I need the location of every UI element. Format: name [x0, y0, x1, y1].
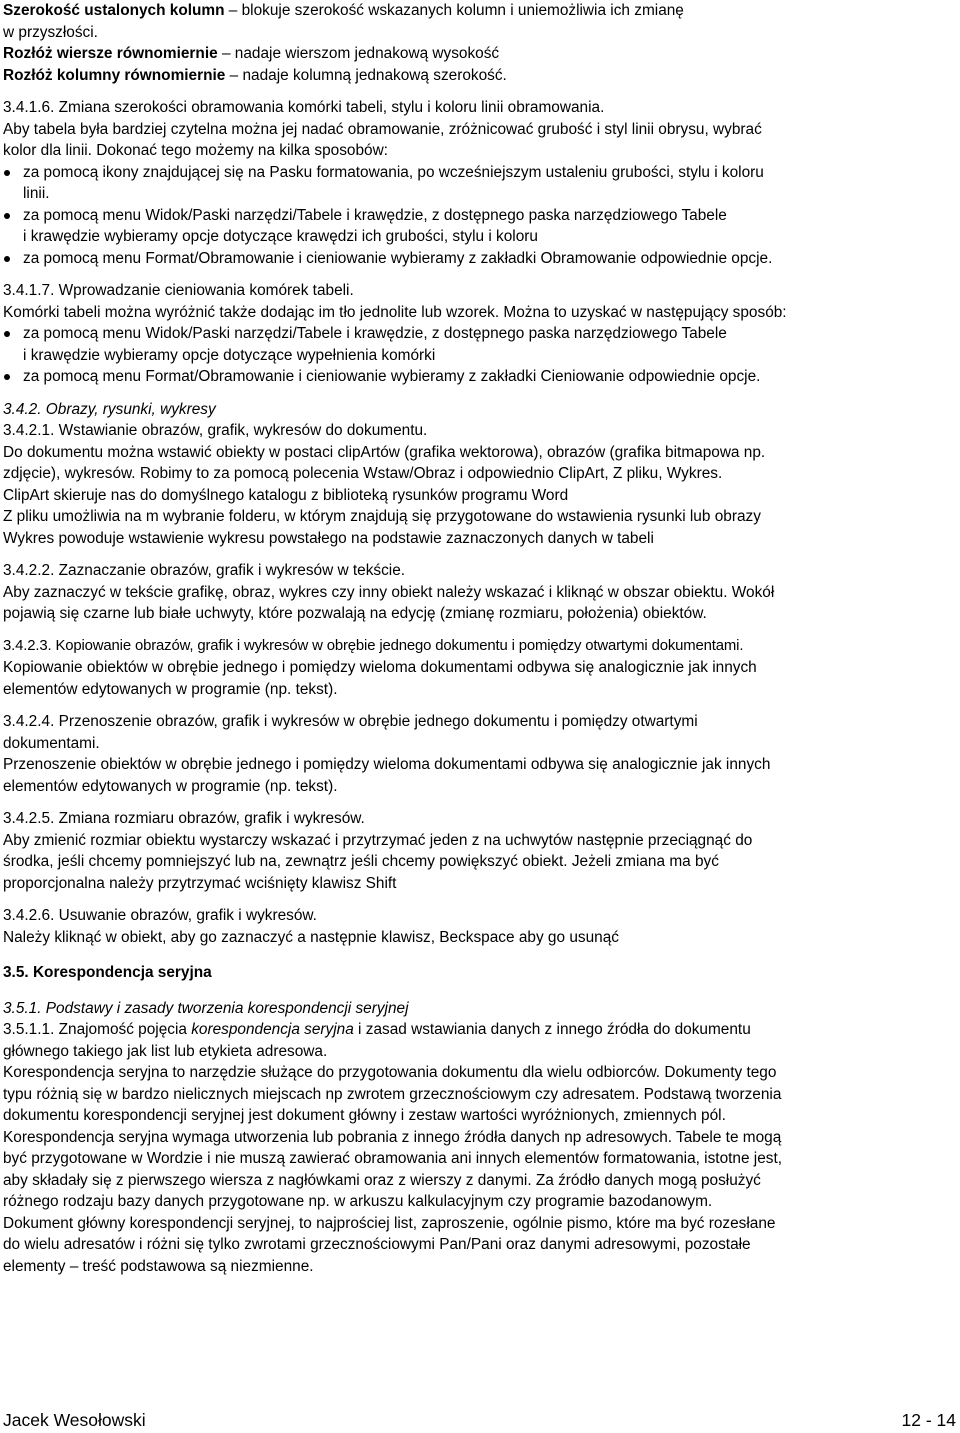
paragraph-line: Aby zaznaczyć w tekście grafikę, obraz, wykres czy inny obiekt należy wskazać i kliknąć w obszar obiektu. Wokół [3, 583, 775, 601]
heading-3416: 3.4.1.6. Zmiana szerokości obramowania komórki tabeli, stylu i koloru linii obramowania. [3, 99, 605, 116]
paragraph-line: Aby tabela była bardziej czytelna można jej nadać obramowanie, zróżnicować grubość i styl linii obrysu, wybrać [3, 120, 762, 138]
list-item-text: za pomocą menu Widok/Paski narzędzi/Tabele i krawędzie, z dostępnego paska narzędziowego Tabele [23, 325, 727, 342]
bullet-list-3416 [3, 162, 955, 270]
intro-line-1 [3, 0, 955, 22]
paragraph-line: Korespondencja seryjna to narzędzie służące do przygotowania dokumentu dla wielu odbiorców. Dokumenty tego [3, 1064, 777, 1081]
paragraph-line: Komórki tabeli można wyróżnić także dodając im tło jednolite lub wzorek. Można to uzyskać w następujący sposób: [3, 303, 787, 321]
heading-351: 3.5.1. Podstawy i zasady tworzenia korespondencji seryjnej [3, 999, 409, 1017]
paragraph-line: Należy kliknąć w obiekt, aby go zaznaczyć a następnie klawisz, Beckspace aby go usunąć [3, 928, 619, 946]
paragraph-line: dokumentu korespondencji seryjnej jest dokument główny i zestaw wartości wyróżnionych, zmiennych pól. [3, 1107, 726, 1124]
heading-3424-cont: dokumentami. [3, 734, 100, 752]
paragraph-line: elementy – treść podstawowa są niezmienne. [3, 1257, 314, 1275]
heading-3511 [3, 1019, 955, 1041]
heading-3422: 3.4.2.2. Zaznaczanie obrazów, grafik i wykresów w tekście. [3, 562, 406, 579]
page-footer [3, 1409, 956, 1431]
bullet-list-3417 [3, 323, 955, 388]
heading-3424: 3.4.2.4. Przenoszenie obrazów, grafik i wykresów w obrębie jednego dokumentu i pomiędzy otwartymi [3, 713, 698, 730]
list-item [3, 323, 955, 366]
paragraph-line: elementów edytowanych w programie (np. tekst). [3, 777, 338, 795]
paragraph-line: różnego rodzaju bazy danych przygotowane np. w arkuszu kalkulacyjnym czy programie bazodanowym. [3, 1193, 713, 1210]
list-item-text: za pomocą menu Widok/Paski narzędzi/Tabele i krawędzie, z dostępnego paska narzędziowego Tabele [23, 206, 727, 224]
intro-line-1-text: – blokuje szerokość wskazanych kolumn i uniemożliwia ich zmianę [224, 2, 684, 19]
paragraph-line: pojawią się czarne lub białe uchwyty, które pozwalają na edycję (zmianę rozmiaru, położenia) obiektów. [3, 605, 707, 622]
list-item [3, 205, 955, 248]
paragraph-line: środka, jeśli chcemy pomniejszyć lub na, zewnątrz jeśli chcemy powiększyć obiekt. Jeżeli zmiana ma być [3, 853, 719, 870]
heading-3511-cont: głównego takiego jak list lub etykieta adresowa. [3, 1042, 328, 1060]
paragraph-line: Z pliku umożliwia na m wybranie folderu, w którym znajdują się przygotowane do wstawienia rysunki lub obrazy [3, 508, 761, 525]
footer-author: Jacek Wesołowski [3, 1410, 146, 1430]
heading-3423: 3.4.2.3. Kopiowanie obrazów, grafik i wykresów w obrębie jednego dokumentu i pomiędzy otwartymi dokumentami. [3, 637, 744, 654]
heading-35: 3.5. Korespondencja seryjna [3, 964, 212, 981]
paragraph-line: być przygotowane w Wordzie i nie muszą zawierać obramowania ani innych elementów formatowania, istotne jest, [3, 1150, 783, 1167]
document-page [3, 0, 955, 1277]
intro-line-3-text: – nadaje wierszom jednakową wysokość [217, 45, 500, 62]
heading-3421: 3.4.2.1. Wstawianie obrazów, grafik, wykresów do dokumentu. [3, 422, 428, 439]
paragraph-line: ClipArt skieruje nas do domyślnego katalogu z biblioteką rysunków programu Word [3, 486, 569, 504]
list-item-text: za pomocą menu Format/Obramowanie i cieniowanie wybieramy z zakładki Obramowanie odpowiednie opcje. [23, 249, 773, 267]
intro-line-2: w przyszłości. [3, 23, 98, 41]
list-item-text: za pomocą menu Format/Obramowanie i cieniowanie wybieramy z zakładki Cieniowanie odpowiednie opcje. [23, 368, 761, 385]
list-item-text: za pomocą ikony znajdującej się na Pasku formatowania, po wcześniejszym ustaleniu grubości, stylu i koloru [23, 163, 764, 181]
heading-3417: 3.4.1.7. Wprowadzanie cieniowania komórek tabeli. [3, 282, 354, 299]
paragraph-line: aby składały się z pierwszego wiersza z nagłówkami oraz z wierszy z danymi. Za źródło danych mogą posłużyć [3, 1171, 761, 1189]
heading-3426: 3.4.2.6. Usuwanie obrazów, grafik i wykresów. [3, 907, 317, 924]
paragraph-line: Dokument główny korespondencji seryjnej, to najprościej list, zaproszenie, ogólnie pismo, które ma być rozesłane [3, 1214, 776, 1232]
paragraph-line: proporcjonalna należy przytrzymać wciśnięty klawisz Shift [3, 874, 397, 892]
intro-line-4 [3, 65, 955, 87]
list-item-text: i krawędzie wybieramy opcje dotyczące krawędzi ich grubości, stylu i koloru [23, 228, 538, 245]
list-item [3, 248, 955, 270]
list-item-text: linii. [23, 185, 50, 202]
paragraph-line: do wielu adresatów i różni się tylko zwrotami grzecznościowymi Pan/Pani oraz danymi adresowymi, pozostałe [3, 1236, 751, 1253]
heading-342: 3.4.2. Obrazy, rysunki, wykresy [3, 400, 216, 418]
list-item [3, 366, 955, 388]
paragraph-line: zdjęcie), wykresów. Robimy to za pomocą polecenia Wstaw/Obraz i odpowiednio ClipArt, Z pliku, Wykres. [3, 465, 723, 482]
term-distribute-rows: Rozłóż wiersze równomiernie [3, 45, 218, 62]
paragraph-line: Kopiowanie obiektów w obrębie jednego i pomiędzy wieloma dokumentami odbywa się analogicznie jak innych [3, 659, 757, 676]
paragraph-line: Do dokumentu można wstawić obiekty w postaci clipArtów (grafika wektorowa), obrazów (grafika bitmapowa np. [3, 443, 766, 461]
heading-3425: 3.4.2.5. Zmiana rozmiaru obrazów, grafik i wykresów. [3, 810, 365, 827]
paragraph-line: Korespondencja seryjna wymaga utworzenia lub pobrania z innego źródła danych np adresowych. Tabele te mogą [3, 1128, 782, 1146]
intro-line-4-text: – nadaje kolumną jednakową szerokość. [225, 66, 507, 84]
paragraph-line: elementów edytowanych w programie (np. tekst). [3, 680, 338, 698]
list-item-text: i krawędzie wybieramy opcje dotyczące wypełnienia komórki [23, 346, 436, 364]
intro-line-3 [3, 43, 955, 65]
term-distribute-columns: Rozłóż kolumny równomiernie [3, 66, 226, 84]
paragraph-line: Aby zmienić rozmiar obiektu wystarczy wskazać i przytrzymać jeden z na uchwytów następnie przeciągnąć do [3, 831, 753, 849]
paragraph-line: typu różnią się w bardzo nielicznych miejscach np zwrotem grzecznościowym czy adresatem. Podstawą tworzenia [3, 1085, 782, 1103]
paragraph-line: Wykres powoduje wstawienie wykresu powstałego na podstawie zaznaczonych danych w tabeli [3, 529, 654, 547]
paragraph-line: Przenoszenie obiektów w obrębie jednego i pomiędzy wieloma dokumentami odbywa się analogicznie jak innych [3, 756, 771, 773]
heading-3511-text: i zasad wstawiania danych z innego źródła do dokumentu [353, 1021, 751, 1038]
footer-page-number: 12 - 14 [901, 1410, 956, 1430]
term-fixed-width: Szerokość ustalonych kolumn [3, 2, 225, 19]
term-mail-merge: korespondencja seryjna [191, 1021, 354, 1038]
list-item [3, 162, 955, 205]
heading-3511-number: 3.5.1.1. Znajomość pojęcia [3, 1021, 192, 1038]
paragraph-line: kolor dla linii. Dokonać tego możemy na kilka sposobów: [3, 142, 388, 159]
